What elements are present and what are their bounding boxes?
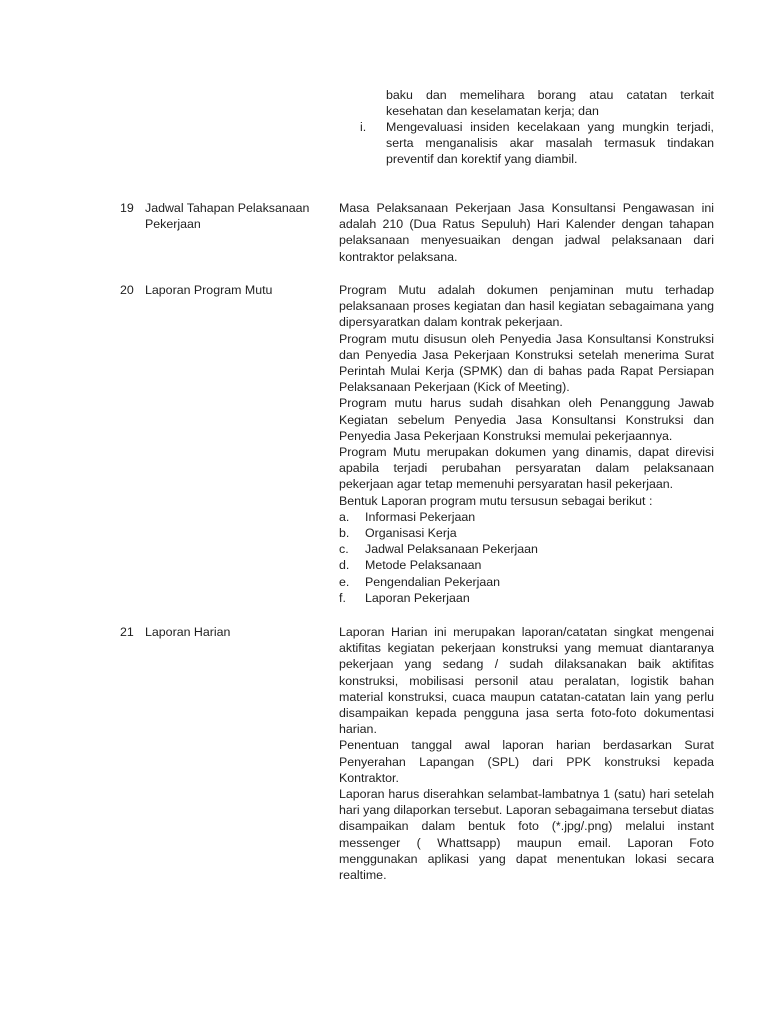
continuation-text: baku dan memelihara borang atau catatan terkait kesehatan dan keselamatan kerja; dan	[386, 88, 714, 119]
paragraph: Penentuan tanggal awal laporan harian berdasarkan Surat Penyerahan Lapangan (SPL) dari PPK konstruksi kepada Kontraktor.	[339, 738, 714, 785]
section-body	[339, 282, 714, 606]
paragraph: Program Mutu adalah dokumen penjaminan mutu terhadap pelaksanaan proses kegiatan dan hasil kegiatan sebagaimana yang dipersyaratkan dalam kontrak pekerjaan.	[339, 283, 714, 330]
list-item-text: Informasi Pekerjaan	[365, 509, 476, 524]
list-marker: c.	[339, 542, 349, 557]
section-title: Jadwal Tahapan Pelaksanaan Pekerjaan	[145, 201, 310, 232]
list-marker: d.	[339, 558, 350, 573]
paragraph: Program mutu harus sudah disahkan oleh Penanggung Jawab Kegiatan sebelum Penyedia Jasa Konsultansi Konstruksi dan Penyedia Jasa Pekerjaan Konstruksi memulai pekerjaannya.	[339, 396, 714, 443]
section-title: Laporan Program Mutu	[145, 283, 273, 297]
list-item	[339, 574, 714, 590]
list-item	[339, 509, 714, 525]
program-mutu-list	[339, 509, 714, 606]
list-item-text: Pengendalian Pekerjaan	[365, 574, 501, 589]
paragraph: Laporan Harian ini merupakan laporan/catatan singkat mengenai aktifitas kegiatan pekerjaan konstruksi yang memuat diantaranya pekerjaan yang sedang / sudah dilaksanakan baik aktifitas konstruksi, mobilisasi personil atau peralatan, logistik bahan material konstruksi, cuaca maupun catatan-catatan lain yang perlu disampaikan kepada pengguna jasa serta foto-foto dokumentasi harian.	[339, 625, 714, 737]
section-number: 21	[120, 625, 134, 639]
list-marker: a.	[339, 509, 350, 524]
section-title: Laporan Harian	[145, 625, 231, 639]
list-item-text: Metode Pelaksanaan	[365, 558, 482, 573]
list-marker: f.	[339, 590, 346, 605]
section-number: 19	[120, 201, 134, 215]
paragraph: Masa Pelaksanaan Pekerjaan Jasa Konsultansi Pengawasan ini adalah 210 (Dua Ratus Sepuluh) Hari Kalender dengan tahapan pelaksanaan menyesuaikan dengan jadwal pelaksanaan dari kontraktor pelaksana.	[339, 201, 714, 264]
list-item	[339, 557, 714, 573]
paragraph: Laporan harus diserahkan selambat-lambatnya 1 (satu) hari setelah hari yang dilaporkan tersebut. Laporan sebagaimana tersebut diatas disampaikan dalam bentuk foto (*.jpg/.png) melalui instant messenger ( Whattsapp) maupun email. Laporan Foto menggunakan aplikasi yang dapat menentukan lokasi secara realtime.	[339, 787, 714, 883]
section-number: 20	[120, 283, 134, 297]
paragraph: Bentuk Laporan program mutu tersusun sebagai berikut :	[339, 493, 653, 508]
list-marker: e.	[339, 574, 350, 589]
paragraph: Program mutu disusun oleh Penyedia Jasa Konsultansi Konstruksi dan Penyedia Jasa Pekerjaan Konstruksi setelah menerima Surat Perintah Mulai Kerja (SPMK) dan di bahas pada Rapat Persiapan Pelaksanaan Pekerjaan (Kick of Meeting).	[339, 331, 714, 395]
list-marker: b.	[339, 526, 350, 541]
list-item-text: Jadwal Pelaksanaan Pekerjaan	[365, 542, 538, 557]
section-body	[339, 624, 714, 883]
paragraph: Program Mutu merupakan dokumen yang dinamis, dapat direvisi apabila terjadi perubahan persyaratan dalam pelaksanaan pekerjaan agar tetap memenuhi persyaratan hasil pekerjaan.	[339, 445, 714, 492]
section-body	[339, 200, 714, 265]
list-item	[339, 590, 714, 606]
item-i-marker: i.	[360, 120, 367, 134]
list-item	[339, 541, 714, 557]
item-i-text: Mengevaluasi insiden kecelakaan yang mungkin terjadi, serta menganalisis akar masalah termasuk tindakan preventif dan korektif yang diambil.	[386, 120, 714, 167]
list-item-text: Laporan Pekerjaan	[365, 590, 470, 605]
list-item-text: Organisasi Kerja	[365, 526, 457, 541]
list-item	[339, 525, 714, 541]
